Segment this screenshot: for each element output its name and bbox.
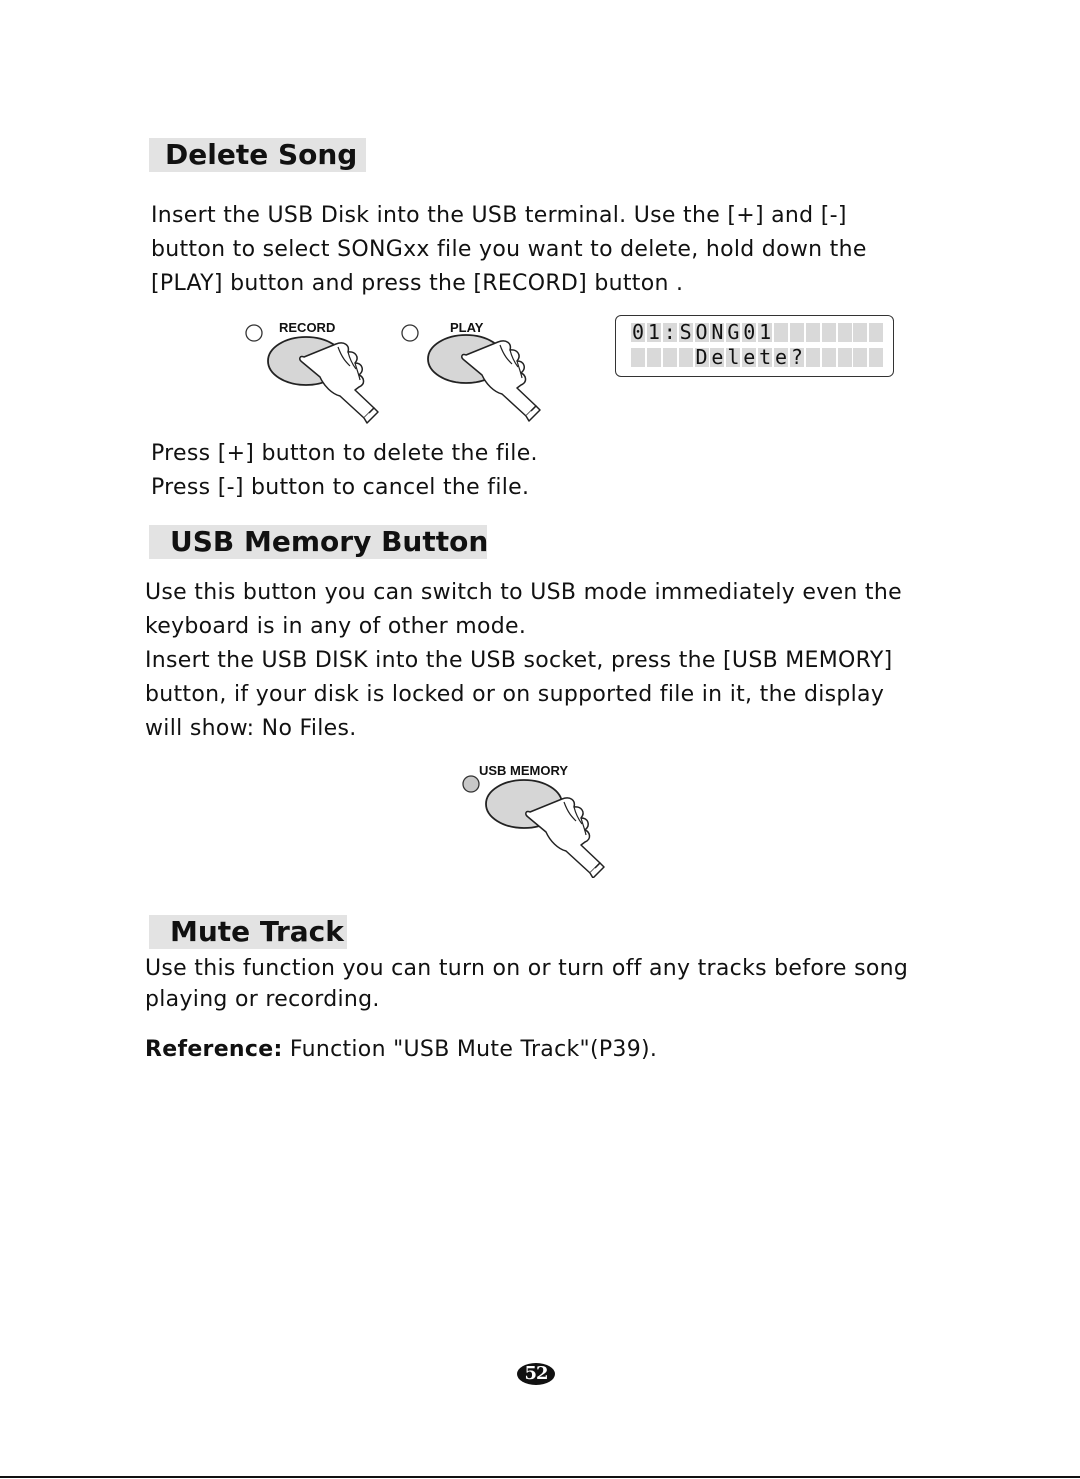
text-line: will show: No Files. — [145, 716, 357, 741]
lcd-char-cell — [853, 348, 867, 367]
lcd-char-cell — [679, 348, 693, 367]
lcd-display — [615, 315, 894, 377]
mute-track-reference — [145, 1033, 657, 1067]
lcd-char-cell: 0 — [743, 323, 756, 342]
lcd-char-cell: e — [743, 348, 756, 367]
lcd-char-cell — [663, 348, 677, 367]
lcd-char-cell — [822, 348, 836, 367]
lcd-char-cell — [790, 323, 804, 342]
usb-memory-led-icon — [463, 776, 479, 792]
record-button-figure — [240, 316, 390, 426]
play-button-label: PLAY — [450, 320, 484, 335]
text-line: Use this function you can turn on or turn off any tracks before song — [145, 956, 909, 981]
reference-label: Reference: — [145, 1037, 283, 1062]
lcd-char-cell: O — [695, 323, 708, 342]
delete-song-instructions — [151, 199, 867, 301]
usb-memory-description — [145, 576, 902, 746]
lcd-char-cell: D — [695, 348, 708, 367]
lcd-char-cell — [631, 348, 645, 367]
play-led-icon — [402, 325, 418, 341]
lcd-char-cell — [838, 323, 852, 342]
lcd-char-cell: G — [727, 323, 740, 342]
lcd-char-cell — [853, 323, 867, 342]
play-button-figure — [400, 316, 550, 426]
lcd-char-cell — [869, 323, 883, 342]
lcd-char-cell — [774, 323, 788, 342]
lcd-row-2 — [631, 348, 885, 367]
bottom-rule — [0, 1476, 1080, 1478]
text-line: Press [-] button to cancel the file. — [151, 475, 530, 500]
lcd-char-cell: e — [774, 348, 788, 367]
record-button-label: RECORD — [279, 320, 336, 335]
usb-memory-button-label: USB MEMORY — [479, 763, 569, 778]
mute-track-description — [145, 953, 908, 1015]
text-line: button, if your disk is locked or on supported file in it, the display — [145, 682, 885, 707]
text-line: button to select SONGxx file you want to delete, hold down the — [151, 237, 867, 262]
mute-track-heading: Mute Track — [149, 915, 347, 949]
page-number: 52 — [517, 1363, 555, 1385]
lcd-char-cell: 1 — [759, 323, 772, 342]
lcd-char-cell — [647, 348, 661, 367]
delete-song-heading: Delete Song — [149, 138, 366, 172]
reference-text: Function "USB Mute Track"(P39). — [282, 1037, 658, 1062]
usb-memory-heading: USB Memory Button — [149, 525, 487, 559]
lcd-char-cell — [806, 348, 820, 367]
text-line: [PLAY] button and press the [RECORD] button . — [151, 271, 684, 296]
record-led-icon — [246, 325, 262, 341]
lcd-char-cell — [869, 348, 883, 367]
lcd-char-cell: : — [663, 323, 676, 342]
lcd-char-cell: ? — [790, 348, 803, 367]
delete-song-confirm-text — [151, 437, 538, 505]
text-line: Press [+] button to delete the file. — [151, 441, 538, 466]
usb-memory-button-figure — [458, 760, 628, 878]
lcd-char-cell: 0 — [631, 323, 645, 342]
lcd-char-cell: N — [711, 323, 724, 342]
pressing-hand-icon — [526, 798, 604, 878]
lcd-char-cell: l — [727, 348, 740, 367]
lcd-char-cell — [806, 323, 820, 342]
lcd-char-cell — [838, 348, 852, 367]
lcd-char-cell: t — [759, 348, 772, 367]
text-line: Insert the USB DISK into the USB socket, press the [USB MEMORY] — [145, 648, 893, 673]
lcd-char-cell: e — [711, 348, 724, 367]
lcd-row-1 — [631, 323, 885, 342]
text-line: playing or recording. — [145, 987, 380, 1012]
lcd-char-cell: S — [679, 323, 692, 342]
text-line: keyboard is in any of other mode. — [145, 614, 527, 639]
lcd-char-cell — [822, 323, 836, 342]
lcd-char-cell: 1 — [647, 323, 660, 342]
text-line: Use this button you can switch to USB mode immediately even the — [145, 580, 902, 605]
text-line: Insert the USB Disk into the USB terminal. Use the [+] and [-] — [151, 203, 847, 228]
